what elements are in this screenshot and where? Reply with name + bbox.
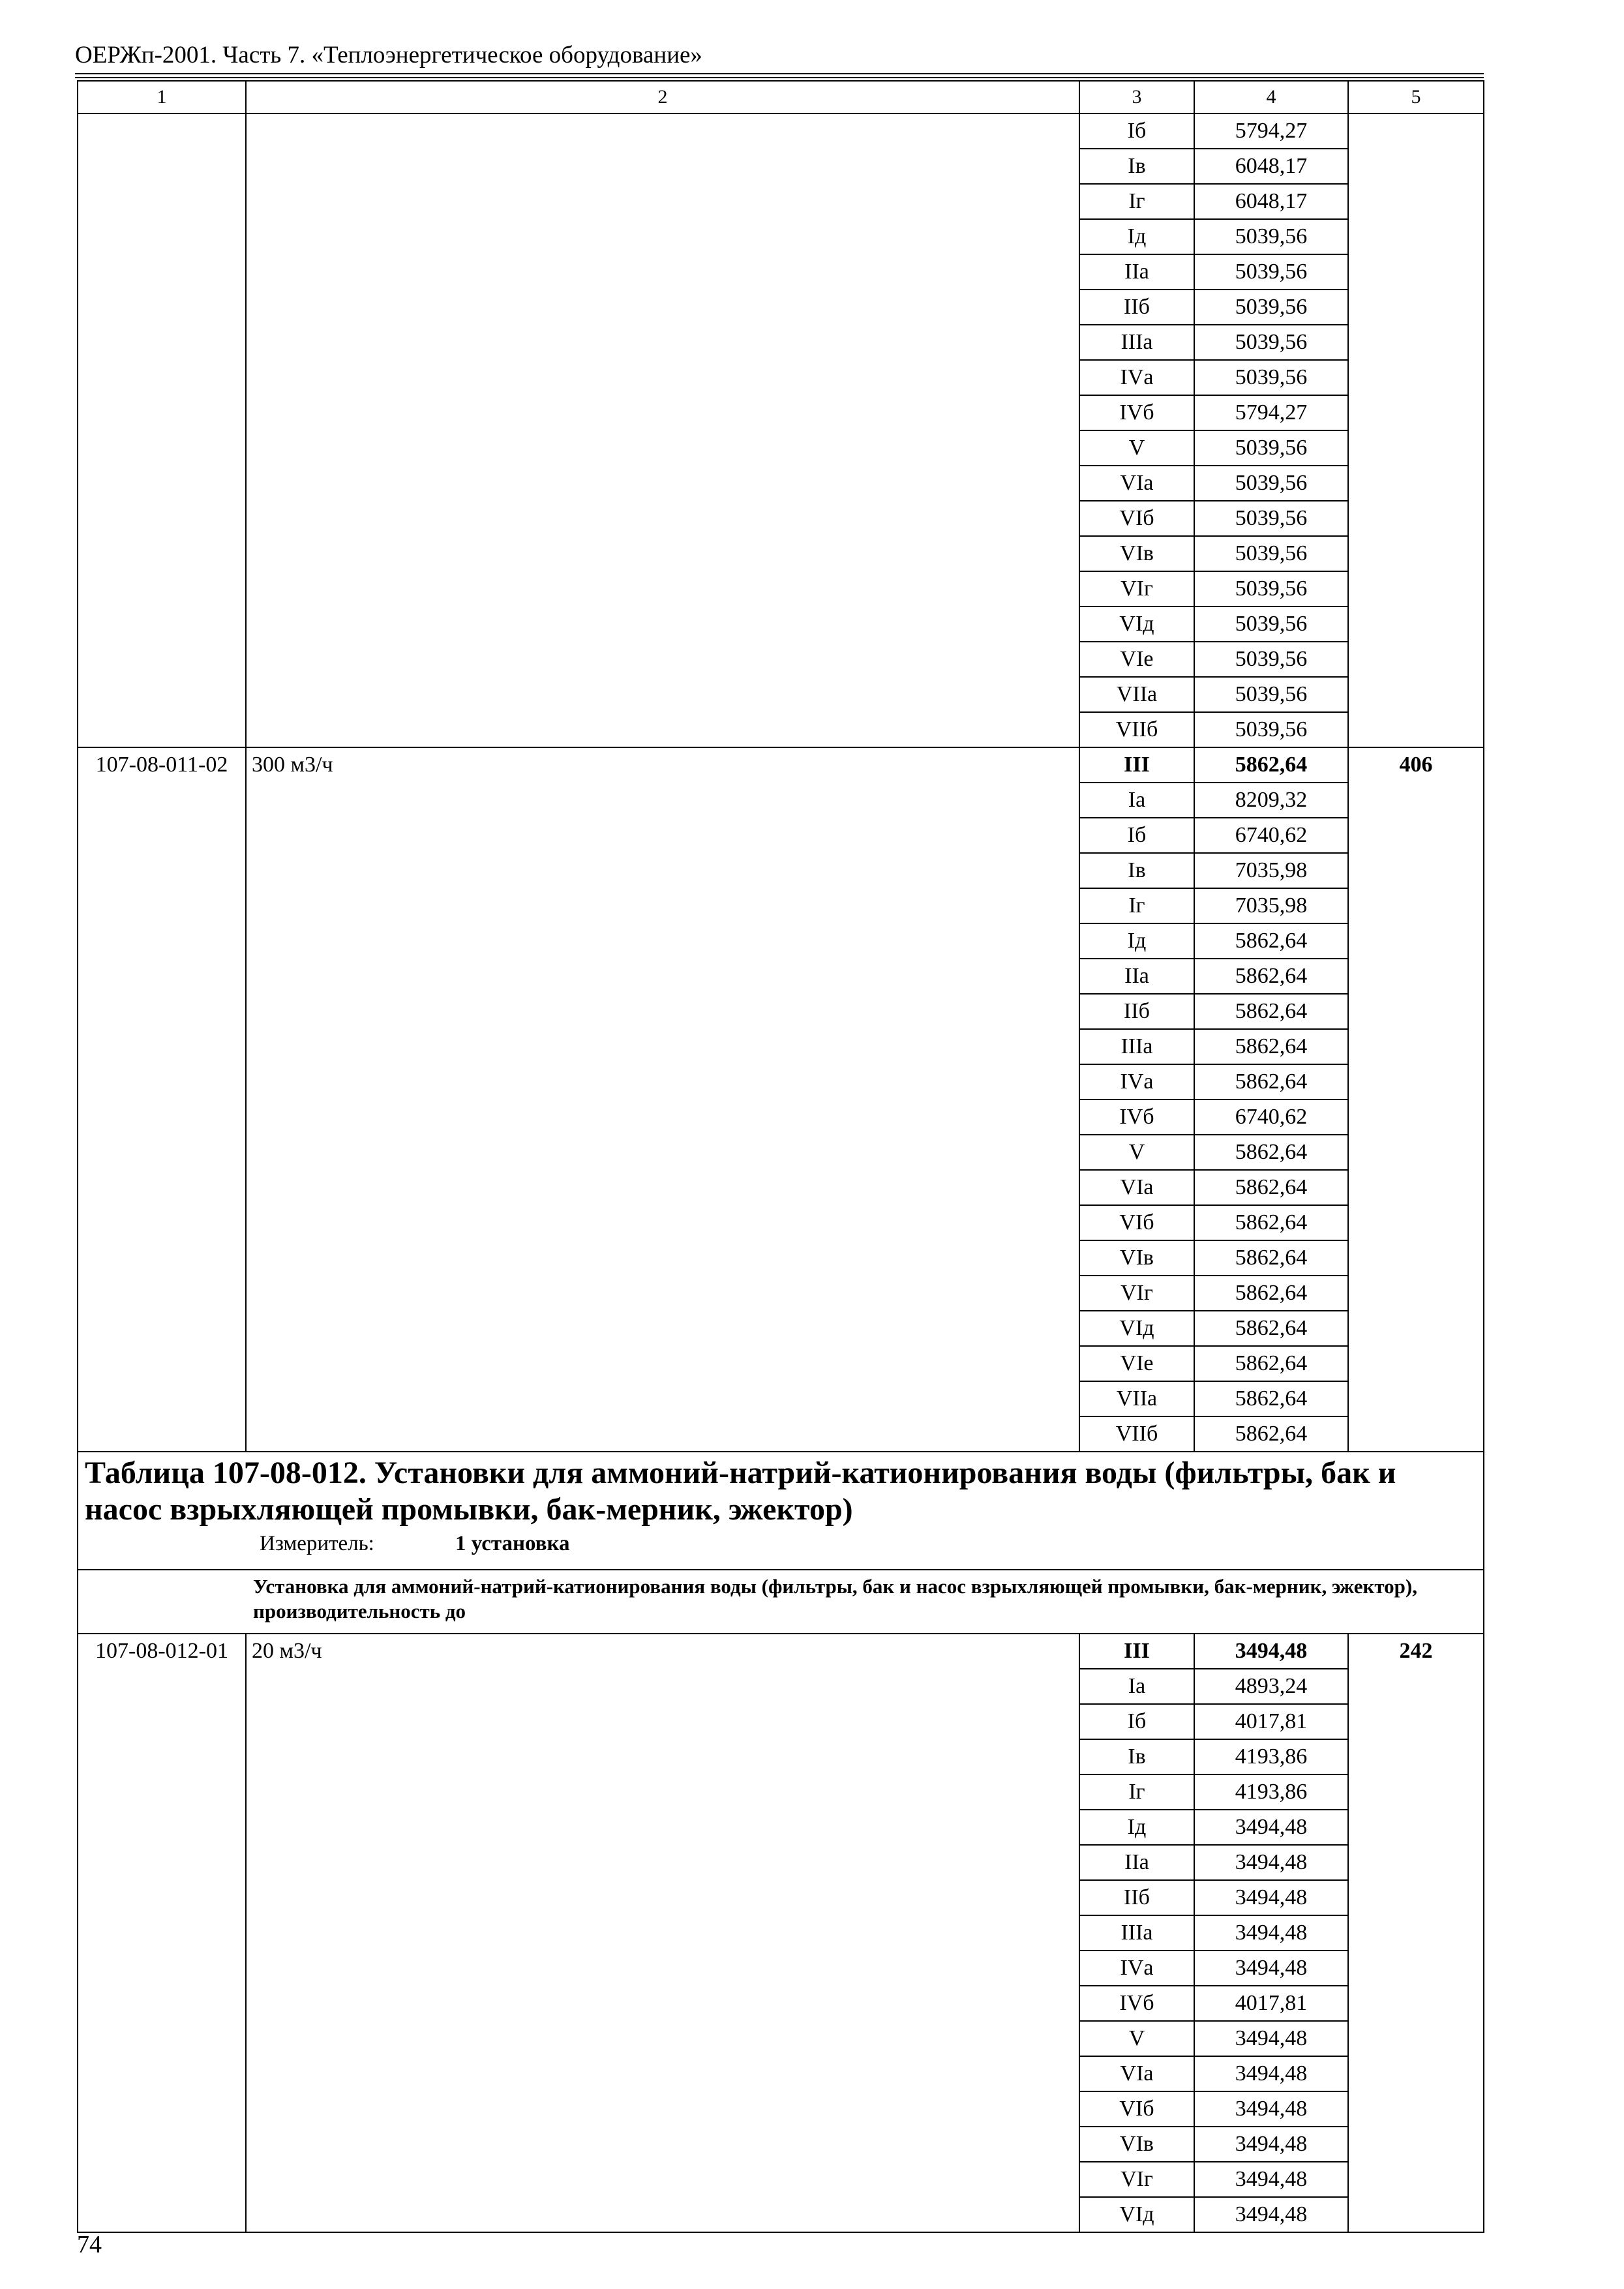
- price-cell: 5862,64: [1194, 747, 1348, 783]
- price-cell: 5862,64: [1194, 994, 1348, 1029]
- zone-cell: VIг: [1079, 1276, 1194, 1311]
- price-cell: 5039,56: [1194, 219, 1348, 254]
- zone-cell: VIд: [1079, 2197, 1194, 2232]
- zone-cell: Iб: [1079, 1704, 1194, 1739]
- zone-cell: VIа: [1079, 1170, 1194, 1205]
- column-number: 2: [246, 81, 1079, 113]
- price-cell: 7035,98: [1194, 853, 1348, 888]
- price-cell: 8209,32: [1194, 783, 1348, 818]
- price-cell: 5862,64: [1194, 1381, 1348, 1416]
- price-cell: 5039,56: [1194, 642, 1348, 677]
- zone-cell: Iа: [1079, 1669, 1194, 1704]
- zone-cell: IIа: [1079, 1845, 1194, 1880]
- meter-value: 1 установка: [455, 1532, 570, 1555]
- zone-cell: VIв: [1079, 2127, 1194, 2162]
- price-cell: 3494,48: [1194, 2021, 1348, 2056]
- zone-cell: VIд: [1079, 1311, 1194, 1346]
- price-cell: 5794,27: [1194, 395, 1348, 430]
- zone-cell: III: [1079, 747, 1194, 783]
- table-title: Таблица 107-08-012. Установки для аммоний-натрий-катионирования воды (фильтры, бак и насос взрыхляющей промывки, бак-мерник, эжектор): [85, 1456, 1396, 1527]
- zone-cell: V: [1079, 430, 1194, 466]
- rate-code: 107-08-011-02: [95, 753, 228, 777]
- price-cell: 5862,64: [1194, 1416, 1348, 1452]
- zone-cell: VIIб: [1079, 1416, 1194, 1452]
- rate-code-cell: [78, 1634, 246, 2232]
- rate-name-cell: [246, 747, 1079, 1452]
- zone-cell: VIб: [1079, 1205, 1194, 1240]
- price-cell: 3494,48: [1194, 2197, 1348, 2232]
- zone-cell: VIе: [1079, 1346, 1194, 1381]
- table-title-cell: [78, 1452, 1484, 1570]
- column-number: 1: [78, 81, 246, 113]
- price-cell: 5862,64: [1194, 1240, 1348, 1276]
- zone-cell: Iд: [1079, 923, 1194, 959]
- price-cell: 5039,56: [1194, 325, 1348, 360]
- price-cell: 5039,56: [1194, 290, 1348, 325]
- price-cell: 4893,24: [1194, 1669, 1348, 1704]
- price-cell: 5862,64: [1194, 1029, 1348, 1064]
- price-cell: 4017,81: [1194, 1986, 1348, 2021]
- rate-code: 107-08-012-01: [95, 1639, 228, 1663]
- col5-cell: [1348, 113, 1484, 747]
- zone-cell: VIг: [1079, 571, 1194, 606]
- rate-name-cell: [246, 113, 1079, 747]
- col5-value: 242: [1399, 1639, 1433, 1663]
- zone-cell: IIа: [1079, 254, 1194, 290]
- price-cell: 3494,48: [1194, 1845, 1348, 1880]
- price-cell: 5039,56: [1194, 571, 1348, 606]
- table-row: [78, 747, 1484, 783]
- zone-cell: VIIа: [1079, 1381, 1194, 1416]
- zone-cell: Iв: [1079, 1739, 1194, 1774]
- zone-cell: Iб: [1079, 113, 1194, 149]
- zone-cell: Iд: [1079, 219, 1194, 254]
- price-cell: 3494,48: [1194, 1951, 1348, 1986]
- price-cell: 6048,17: [1194, 184, 1348, 219]
- price-cell: 7035,98: [1194, 888, 1348, 923]
- header-rule: [75, 73, 1484, 74]
- rate-code-cell: [78, 113, 246, 747]
- zone-cell: IVа: [1079, 360, 1194, 395]
- price-cell: 3494,48: [1194, 1880, 1348, 1915]
- price-cell: 3494,48: [1194, 1810, 1348, 1845]
- zone-cell: Iг: [1079, 1774, 1194, 1810]
- zone-cell: V: [1079, 1135, 1194, 1170]
- zone-cell: IIб: [1079, 1880, 1194, 1915]
- col5-cell: [1348, 1634, 1484, 2232]
- price-cell: 4193,86: [1194, 1739, 1348, 1774]
- page-header: ОЕРЖп-2001. Часть 7. «Теплоэнергетическое оборудование»: [75, 42, 702, 68]
- price-cell: 3494,48: [1194, 2162, 1348, 2197]
- zone-cell: V: [1079, 2021, 1194, 2056]
- zone-cell: IIIа: [1079, 1029, 1194, 1064]
- zone-cell: Iб: [1079, 818, 1194, 853]
- price-cell: 5862,64: [1194, 959, 1348, 994]
- price-cell: 3494,48: [1194, 2127, 1348, 2162]
- zone-cell: VIд: [1079, 606, 1194, 642]
- zone-cell: VIа: [1079, 466, 1194, 501]
- column-number: 3: [1079, 81, 1194, 113]
- zone-cell: Iв: [1079, 853, 1194, 888]
- price-cell: 3494,48: [1194, 2056, 1348, 2091]
- price-cell: 5039,56: [1194, 712, 1348, 747]
- zone-cell: IIа: [1079, 959, 1194, 994]
- price-cell: 6740,62: [1194, 818, 1348, 853]
- rate-name: 20 м3/ч: [252, 1639, 322, 1663]
- price-cell: 5862,64: [1194, 1170, 1348, 1205]
- table-row: [78, 113, 1484, 149]
- zone-cell: VIе: [1079, 642, 1194, 677]
- rate-name-cell: [246, 1634, 1079, 2232]
- zone-cell: VIб: [1079, 501, 1194, 536]
- zone-cell: IIIа: [1079, 325, 1194, 360]
- price-cell: 4193,86: [1194, 1774, 1348, 1810]
- zone-cell: IVб: [1079, 1986, 1194, 2021]
- price-cell: 5039,56: [1194, 606, 1348, 642]
- col5-cell: [1348, 747, 1484, 1452]
- description: Установка для аммоний-натрий-катионирования воды (фильтры, бак и насос взрыхляющей промывки, бак-мерник, эжектор), производительность до: [78, 1570, 1484, 1634]
- price-cell: 5039,56: [1194, 360, 1348, 395]
- price-cell: 5862,64: [1194, 1205, 1348, 1240]
- price-cell: 6740,62: [1194, 1100, 1348, 1135]
- price-cell: 5039,56: [1194, 677, 1348, 712]
- price-cell: 5862,64: [1194, 1346, 1348, 1381]
- price-cell: 5039,56: [1194, 466, 1348, 501]
- price-cell: 5039,56: [1194, 536, 1348, 571]
- table-title-row: [78, 1452, 1484, 1570]
- price-cell: 4017,81: [1194, 1704, 1348, 1739]
- price-cell: 3494,48: [1194, 1634, 1348, 1669]
- column-number: 4: [1194, 81, 1348, 113]
- rates-table: [77, 80, 1484, 2233]
- zone-cell: IVа: [1079, 1064, 1194, 1100]
- price-cell: 5039,56: [1194, 254, 1348, 290]
- zone-cell: IIб: [1079, 994, 1194, 1029]
- column-number-row: [78, 81, 1484, 113]
- price-cell: 5862,64: [1194, 1311, 1348, 1346]
- zone-cell: VIIб: [1079, 712, 1194, 747]
- column-number: 5: [1348, 81, 1484, 113]
- price-cell: 5862,64: [1194, 1064, 1348, 1100]
- col5-value: 406: [1399, 753, 1433, 777]
- description-row: [78, 1570, 1484, 1634]
- price-cell: 5862,64: [1194, 1135, 1348, 1170]
- price-cell: 5862,64: [1194, 1276, 1348, 1311]
- zone-cell: IIIа: [1079, 1915, 1194, 1951]
- zone-cell: IIб: [1079, 290, 1194, 325]
- zone-cell: VIIа: [1079, 677, 1194, 712]
- meter-label: Измеритель:: [260, 1532, 374, 1555]
- meter-line: [85, 1529, 1478, 1558]
- zone-cell: VIа: [1079, 2056, 1194, 2091]
- zone-cell: VIв: [1079, 1240, 1194, 1276]
- zone-cell: Iд: [1079, 1810, 1194, 1845]
- zone-cell: III: [1079, 1634, 1194, 1669]
- zone-cell: VIг: [1079, 2162, 1194, 2197]
- zone-cell: Iг: [1079, 184, 1194, 219]
- price-cell: 5039,56: [1194, 430, 1348, 466]
- zone-cell: Iг: [1079, 888, 1194, 923]
- page-number: 74: [77, 2231, 102, 2258]
- price-cell: 5794,27: [1194, 113, 1348, 149]
- zone-cell: IVа: [1079, 1951, 1194, 1986]
- zone-cell: IVб: [1079, 1100, 1194, 1135]
- rate-name: 300 м3/ч: [252, 753, 333, 777]
- header-rule: [75, 77, 1484, 78]
- zone-cell: VIб: [1079, 2091, 1194, 2127]
- price-cell: 3494,48: [1194, 1915, 1348, 1951]
- rate-code-cell: [78, 747, 246, 1452]
- price-cell: 6048,17: [1194, 149, 1348, 184]
- zone-cell: Iв: [1079, 149, 1194, 184]
- price-cell: 3494,48: [1194, 2091, 1348, 2127]
- zone-cell: IVб: [1079, 395, 1194, 430]
- zone-cell: VIв: [1079, 536, 1194, 571]
- table-row: [78, 1634, 1484, 1669]
- zone-cell: Iа: [1079, 783, 1194, 818]
- price-cell: 5039,56: [1194, 501, 1348, 536]
- price-cell: 5862,64: [1194, 923, 1348, 959]
